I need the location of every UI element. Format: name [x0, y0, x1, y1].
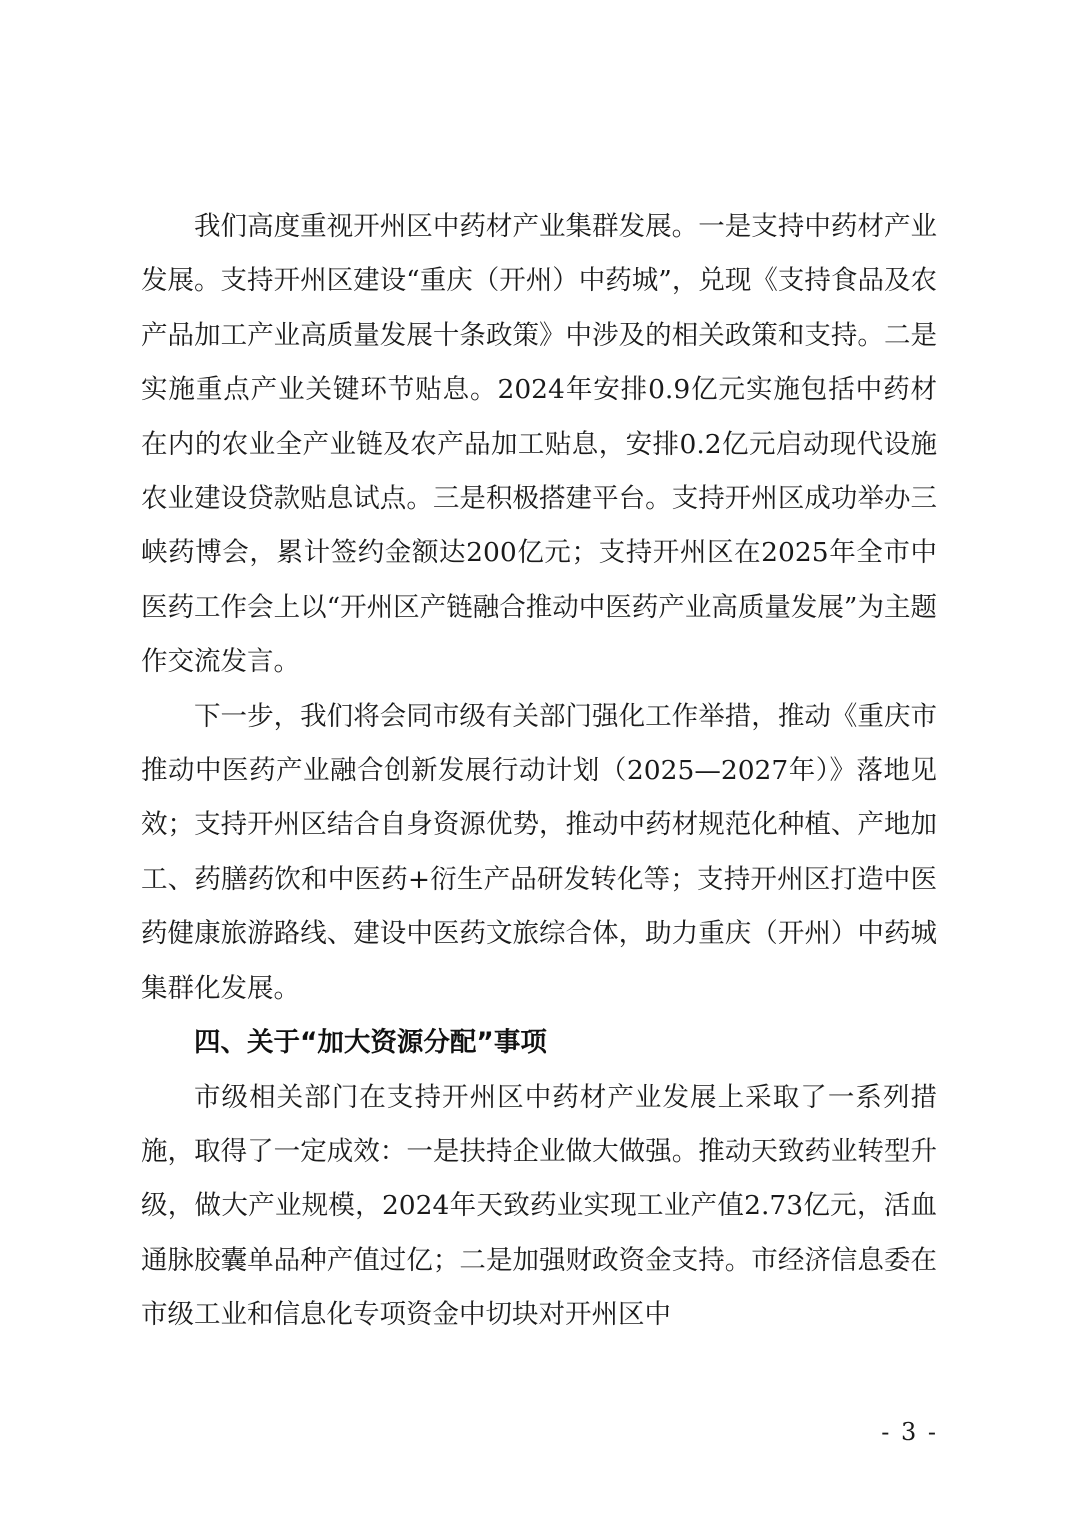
paragraph-support-industry-cluster: 我们高度重视开州区中药材产业集群发展。一是支持中药材产业发展。支持开州区建设“重庆（开州）中药城”，兑现《支持食品及农产品加工产业高质量发展十条政策》中涉及的相关政策和支持。二是实施重点产业关键环节贴息。2024年安排0.9亿元实施包括中药材在内的农业全产业链及农产品加工贴息，安排0.2亿元启动现代设施农业建设贷款贴息试点。三是积极搭建平台。支持开州区成功举办三峡药博会，累计签约金额达200亿元；支持开州区在2025年全市中医药工作会上以“开州区产链融合推动中医药产业高质量发展”为主题作交流发言。 — [141, 211, 937, 678]
document-body — [141, 200, 937, 1343]
paragraph-next-steps: 下一步，我们将会同市级有关部门强化工作举措，推动《重庆市推动中医药产业融合创新发展行动计划（2025—2027年）》落地见效；支持开州区结合自身资源优势，推动中药材规范化种植、产地加工、药膳药饮和中医药+衍生产品研发转化等；支持开州区打造中医药健康旅游路线、建设中医药文旅综合体，助力重庆（开州）中药城集群化发展。 — [141, 700, 937, 1004]
paragraph-measures-taken: 市级相关部门在支持开州区中药材产业发展上采取了一系列措施，取得了一定成效：一是扶持企业做大做强。推动天致药业转型升级，做大产业规模，2024年天致药业实现工业产值2.73亿元，活血通脉胶囊单品种产值过亿；二是加强财政资金支持。市经济信息委在市级工业和信息化专项资金中切块对开州区中 — [141, 1081, 937, 1331]
page-number: - 3 - — [881, 1418, 938, 1446]
section-heading-resource-allocation: 四、关于“加大资源分配”事项 — [194, 1027, 547, 1059]
